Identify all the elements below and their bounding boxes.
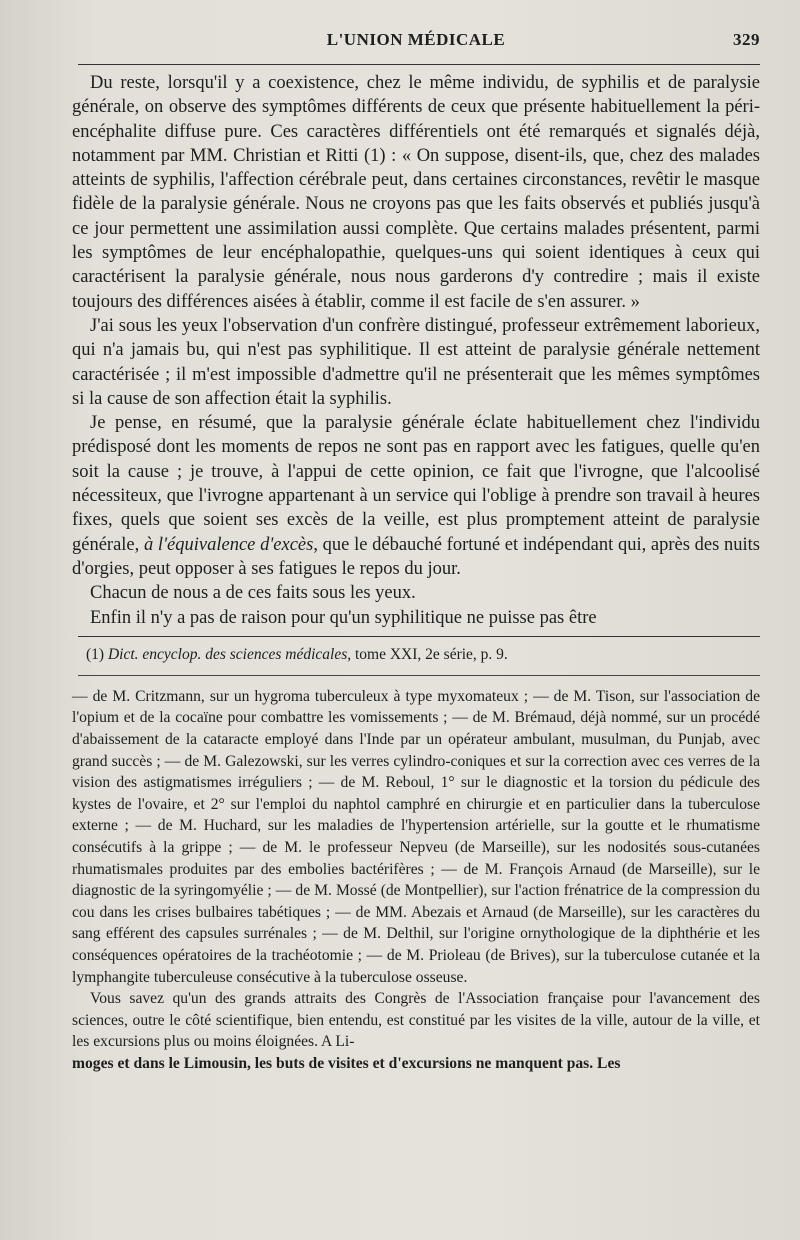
footnote-rest: tome XXI, 2e série, p. 9.	[351, 645, 508, 663]
congress-report	[72, 686, 760, 1075]
main-text	[72, 71, 760, 630]
paragraph-text: Je pense, en résumé, que la paralysie générale éclate habituellement chez l'individu prédisposé dont les moments de repos ne sont pas en rapport avec les fatigues, quelle qu'en soit la cause ; je trouve, à l'appui de cette opinion, ce fait que l'ivrogne, que l'alcoolisé nécessiteux, que l'ivrogne appartenant à un service qui l'oblige à prendre son travail à heures fixes, quels que soient ses excès de la veille, est plus promptement atteint de paralysie générale,	[72, 413, 760, 555]
footnote-source: Dict. encyclop. des sciences médicales,	[107, 645, 352, 663]
running-head	[72, 30, 760, 60]
report-paragraph: moges et dans le Limousin, les buts de visites et d'excursions ne manquent pas. Les	[72, 1054, 621, 1072]
page-number: 329	[733, 30, 760, 49]
paragraph-text: , que le débauché fortuné et indépendant qui, après des nuits d'orgies, peut opposer à ses fatigues le repos du jour.	[72, 534, 761, 579]
footnote-rule	[78, 636, 760, 637]
italic-phrase: à l'équivalence d'excès	[143, 534, 314, 555]
footnote-number: (1)	[86, 645, 105, 663]
paragraph	[72, 411, 760, 581]
paragraph: J'ai sous les yeux l'observation d'un confrère distingué, professeur extrêmement laborieux, qui n'a jamais bu, qui n'est pas syphilitique. Il est atteint de paralysie générale nettement caractérisée ; il m'est impossible d'admettre qu'il ne présenterait que les mêmes symptômes si la cause de son affection était la syphilis.	[72, 315, 760, 409]
paragraph: Du reste, lorsqu'il y a coexistence, chez le même individu, de syphilis et de paralysie générale, on observe des symptômes différents de ceux que présente habituellement la péri-encéphalite diffuse pure. Ces caractères différentiels ont été remarqués et signalés déjà, notamment par MM. Christian et Ritti (1) : « On suppose, disent-ils, que, chez des malades atteints de syphilis, l'affection cérébrale peut, dans certaines circonstances, revêtir le masque fidèle de la paralysie générale. Nous ne croyons pas que les faits observés et publiés jusqu'à ce jour permettent une assimilation aussi complète. Que certains malades présentent, parmi les symptômes de leur encéphalopathie, quelques-uns qui soient identiques à ceux qui caractérisent la paralysie générale, nous nous garderons d'y contredire ; mais il existe toujours des différences aisées à établir, comme il est facile de s'en assurer. »	[72, 73, 760, 312]
footnote	[72, 645, 760, 665]
report-paragraph: Vous savez qu'un des grands attraits des Congrès de l'Association française pour l'avancement des sciences, outre le côté scientifique, bien entendu, est constitué par les visites de la ville, autour de la ville, et les excursions plus ou moins éloignées. A Li-	[72, 990, 760, 1051]
report-paragraph: — de M. Critzmann, sur un hygroma tuberculeux à type myxomateux ; — de M. Tison, sur l'association de l'opium et de la cocaïne pour combattre les vomissements ; — de M. Brémaud, déjà nommé, sur un procédé d'abaissement de la cataracte employé dans l'Inde par un opérateur ambulant, musulman, du Punjab, avec grand succès ; — de M. Galezowski, sur les verres cylindro-coniques et sur la correction avec ces verres de la vision des astigmatismes irréguliers ; — de M. Reboul, 1° sur le diagnostic et la torsion du pédicule des kystes de l'ovaire, et 2° sur l'emploi du naphtol camphré en chirurgie et en particulier dans la tuberculose externe ; — de M. Huchard, sur les maladies de l'hypertension artérielle, sur la goutte et le rhumatisme consécutifs à la grippe ; — de M. le professeur Nepveu (de Marseille), sur les nodosités sous-cutanées rhumatismales produites par des embolies bactérifères ; — de M. François Arnaud (de Marseille), sur le diagnostic de la syringomyélie ; — de M. Mossé (de Montpellier), sur l'action frénatrice de la compression du cou dans les crises bulbaires tabétiques ; — de MM. Abezais et Arnaud (de Marseille), sur les caractères du sang efférent des capsules surrénales ; — de M. Delthil, sur l'origine ornythologique de la diphthérie et les conséquences opératoires de la trachéotomie ; — de M. Prioleau (de Brives), sur la tuberculose cutanée et la lymphangite tuberculeuse consécutive à la tuberculose osseuse.	[72, 687, 760, 986]
section-rule	[78, 675, 760, 676]
journal-title: L'UNION MÉDICALE	[326, 30, 506, 49]
paragraph: Chacun de nous a de ces faits sous les yeux.	[90, 583, 416, 604]
header-rule	[78, 64, 760, 65]
paragraph: Enfin il n'y a pas de raison pour qu'un syphilitique ne puisse pas être	[90, 607, 597, 628]
